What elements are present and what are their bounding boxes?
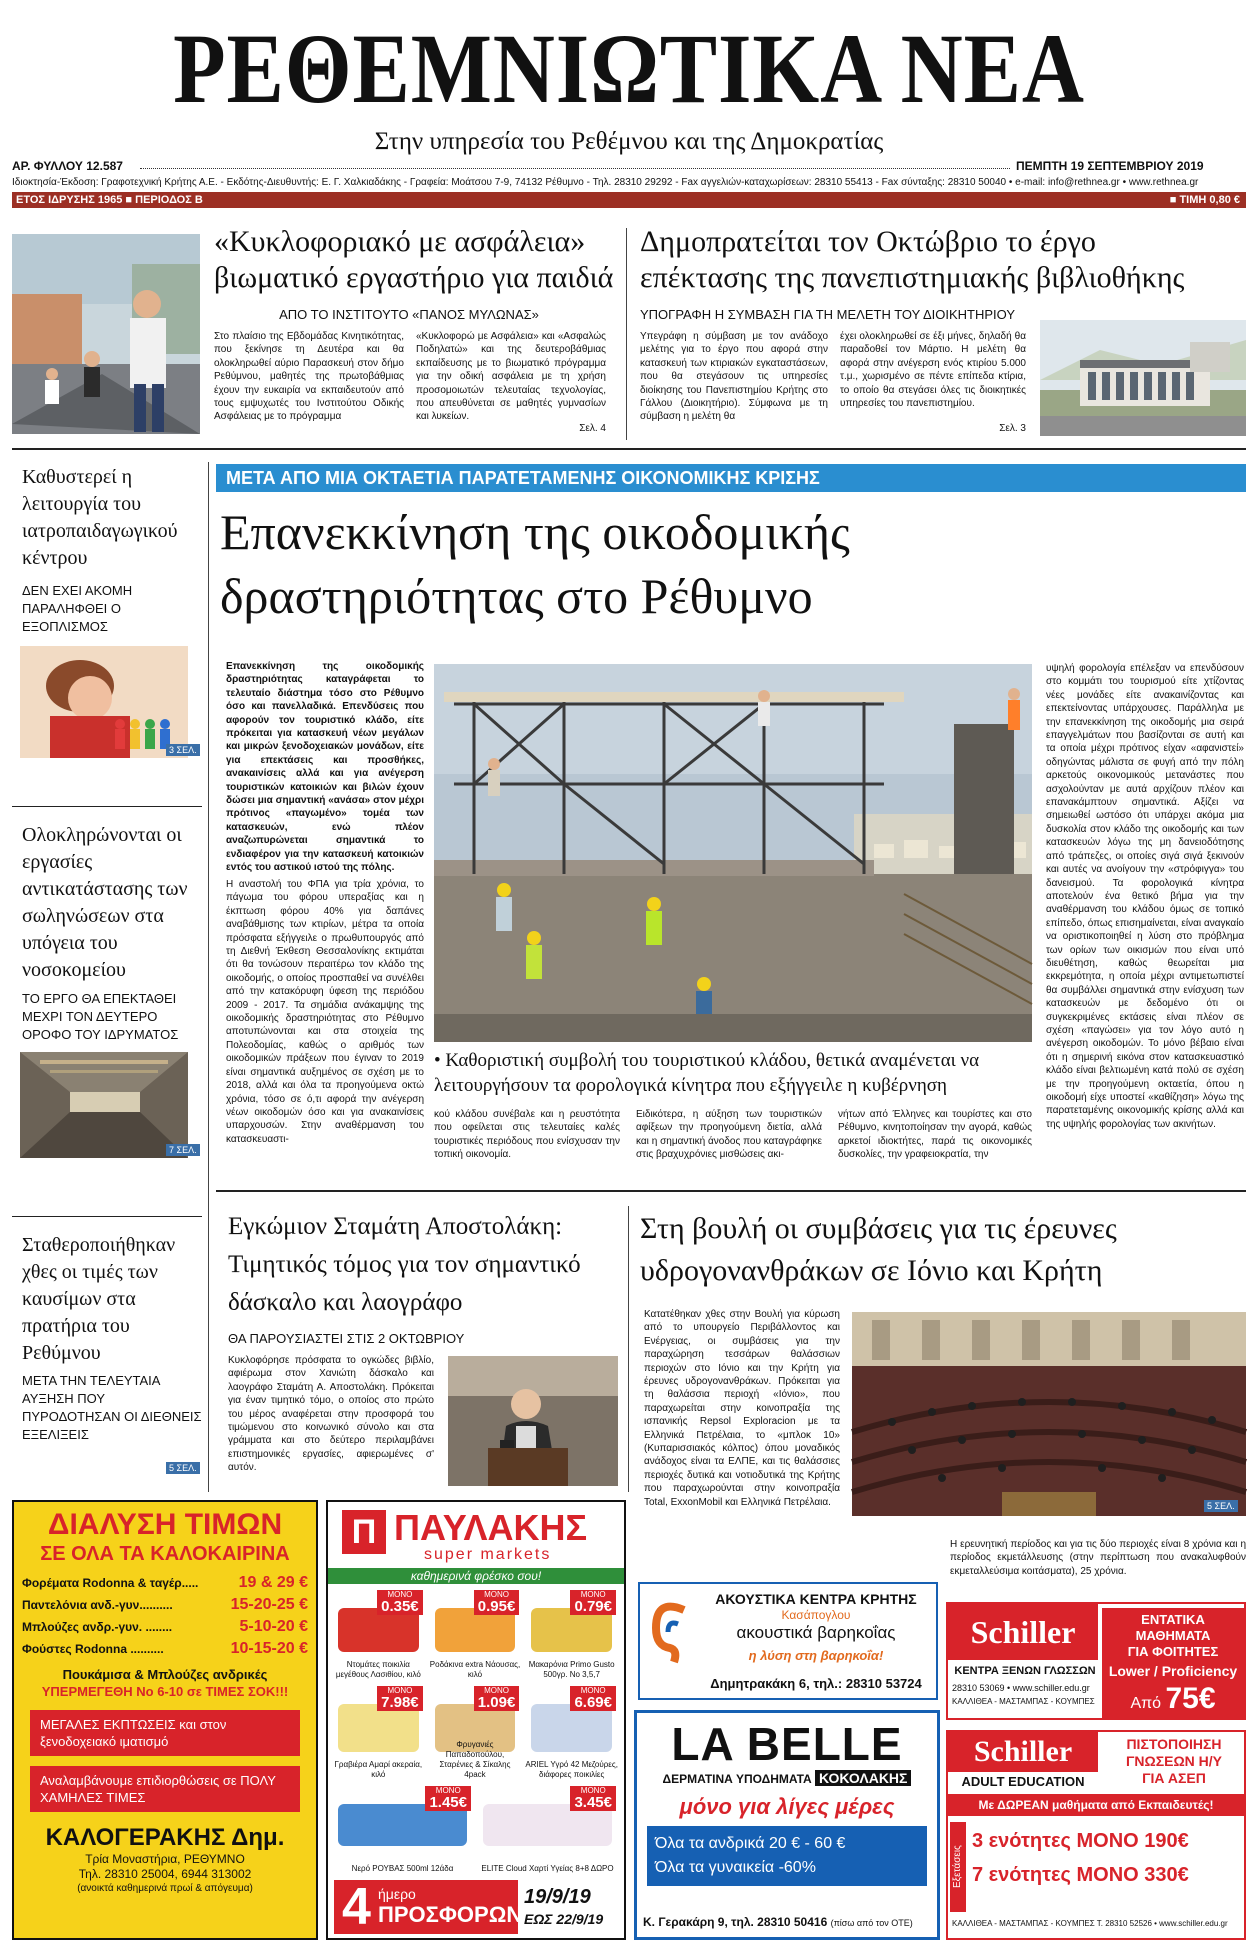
- ad-schiller1-name: Schiller: [948, 1604, 1098, 1660]
- ad-schiller2-h3: ΓΙΑ ΑΣΕΠ: [1142, 1770, 1206, 1786]
- product-price: 1.45€: [429, 1794, 467, 1811]
- story-hydro-page: 5 ΣΕΛ.: [1204, 1500, 1238, 1512]
- photo-hospital-basement: [20, 1052, 188, 1158]
- ad-schiller2-offers: [972, 1824, 1242, 1892]
- story-library-kicker: ΥΠΟΓΡΑΦΗ Η ΣΥΜΒΑΣΗ ΓΙΑ ΤΗ ΜΕΛΕΤΗ ΤΟΥ ΔΙΟΙΚΗΤΗΡΙΟΥ: [640, 307, 1016, 322]
- story-library-col1: Υπεγράφη η σύμβαση με τον ανάδοχο μελέτης για το έργο που αφορά στην κατασκευή των κτιριακών εγκαταστάσεων, που θα στεγάσουν τις υπηρεσίες διοίκησης του Πανεπιστημίου Κρήτης στο Γάλλου (Διοικητήριο). Σύμφωνα με τη σύμβαση η μελέτη θα: [640, 331, 828, 423]
- lead-col4: νήτων από Έλληνες και τουρίστες και στο Ρέθυμνο, κινητοποίησαν την αγορά, καθώς αρκετοί ιδιοκτήτες, παρά τις οικονομικές δυσκολίες, την γραφειοκρατία, την: [838, 1109, 1032, 1161]
- ad-akoustika-owner: Κασάπογλου: [781, 1608, 851, 1622]
- story-apostolakis-kicker: ΘΑ ΠΑΡΟΥΣΙΑΣΤΕΙ ΣΤΙΣ 2 ΟΚΤΩΒΡΙΟΥ: [228, 1331, 465, 1346]
- story-hydro-title: [640, 1208, 1246, 1292]
- ad-kalogerakis-row: [22, 1572, 308, 1594]
- ad-price: 19 & 29 €: [238, 1574, 308, 1591]
- product-label: Φρυγανιές Παπαδοπούλου, Σταρένιες & Σίκαλης 4pack: [439, 1740, 511, 1779]
- lead-title: [220, 500, 1240, 628]
- column-divider: [208, 462, 209, 1492]
- photo-child-playing: [20, 646, 188, 758]
- ad-pavlakis-from: 19/9/19: [524, 1886, 591, 1908]
- ad-labelle-sub: ΔΕΡΜΑΤΙΝΑ ΥΠΟΔΗΜΑΤΑ: [662, 1772, 812, 1786]
- product-image: [338, 1704, 419, 1752]
- story-hydro-body: Κατατέθηκαν χθες στην Βουλή για κύρωση από το υπουργείο Περιβάλλοντος και Ενέργειας, οι συμβάσεις για την παραχώρηση τεσσάρων θαλάσσιων περιοχών στο Ιόνιο και την Κρήτη για έρευνες υδρογονανθράκων. Πρόκειται για τη θαλάσσια περιοχή «Ιόνιο», που παραχωρείται στην κοινοπραξία της ισπανικής Repsol Exploracion με τα Ελληνικά Πετρέλαια, το «μπλοκ 10» (Κυπαρισσιακός κόλπος) όπου μοναδικός ανάδοχος είναι τα ΕΛΠΕ, και τις θαλάσσιες περιοχές δυτικά και νοτιοδυτικά της Κρήτης που παραχωρούνται στην κοινοπραξία Total, ExxonMobil και Ελληνικά Πετρέλαια.: [644, 1309, 840, 1508]
- ad-schiller1-h1: ΕΝΤΑΤΙΚΑ ΜΑΘΗΜΑΤΑ: [1135, 1612, 1211, 1643]
- sidebar-divider: [12, 1216, 202, 1217]
- story-traffic-page: Σελ. 4: [579, 423, 606, 434]
- product-tile: [332, 1588, 425, 1680]
- ad-pavlakis-footer-l1: ήμερο: [378, 1886, 416, 1902]
- story-library-col2: έχει ολοκληρωθεί σε έξι μήνες, δηλαδή θα παραδοθεί τον Μάρτιο. Η μελέτη θα αφορά στην ανέγερση ενός κτιρίου 5.000 τ.μ., χωρισμένο σε πέντε επίπεδα κτίρια, το οποίο θα στεγάσει όλες τις διοικητικές υπηρεσίες του πανεπιστημίου.: [840, 331, 1026, 410]
- sidebar-item-hospital-title: Ολοκληρώνονται οι εργασίες αντικατάστασης των σωληνώσεων στα υπόγεια του νοσοκομείου: [22, 824, 188, 981]
- sidebar-item-iatropaidagogiko-title: Καθυστερεί η λειτουργία του ιατροπαιδαγωγικού κέντρου: [22, 466, 178, 569]
- ad-schiller-courses[interactable]: [946, 1602, 1246, 1730]
- story-traffic-title-l2: βιωματικό εργαστήριο για παιδιά: [214, 261, 614, 294]
- ad-akoustika-slogan: η λύση στη βαρηκοΐα!: [748, 1648, 884, 1663]
- photo-speaker: [448, 1356, 618, 1486]
- column-divider: [628, 1206, 629, 1492]
- ad-pavlakis-days: 4: [342, 1878, 371, 1936]
- product-label: Νερό ΡΟΥΒΑΣ 500ml 12άδα: [351, 1864, 454, 1873]
- ad-item: Παντελόνια ανδ.-γυν..........: [22, 1598, 173, 1612]
- product-mono: ΜΟΝΟ: [484, 1686, 509, 1695]
- ad-schiller2-heading: [1104, 1736, 1244, 1787]
- ad-pavlakis-to: ΕΩΣ 22/9/19: [524, 1911, 604, 1927]
- product-price-tag: [425, 1786, 471, 1811]
- lead-photo-caption: • Καθοριστική συμβολή του τουριστικού κλάδου, θετικά αναμένεται να λειτουργήσουν τα φορολογικά κίνητρα που εξήγγειλε η κυβέρνηση: [434, 1050, 980, 1096]
- product-image: [531, 1704, 612, 1752]
- section-rule: [216, 1190, 1246, 1192]
- issue-price: ■ ΤΙΜΗ 0,80 €: [1169, 194, 1240, 206]
- ad-price: 10-15-20 €: [230, 1640, 308, 1657]
- ad-schiller2-h1: ΠΙΣΤΟΠΟΙΗΣΗ: [1126, 1736, 1222, 1752]
- story-apostolakis-title-l2: Τιμητικός τόμος για τον σημαντικό: [228, 1251, 581, 1278]
- photo-construction-site: [434, 664, 1032, 1042]
- ad-schiller1-h3: Lower / Proficiency: [1108, 1663, 1238, 1679]
- ad-labelle-promo: μόνο για λίγες μέρες: [679, 1794, 895, 1819]
- ad-kalogerakis-tel: Τηλ. 28310 25004, 6944 313002: [78, 1867, 252, 1881]
- product-label: ARIEL Υγρό 42 Μεζούρες, διάφορες ποικιλίες: [525, 1760, 618, 1779]
- story-traffic-title: [214, 224, 614, 296]
- ad-schiller1-price: 75€: [1165, 1682, 1216, 1715]
- ad-pavlakis-footer: [334, 1878, 523, 1936]
- ad-schiller2-name: Schiller: [948, 1732, 1098, 1772]
- ad-labelle-sub-line: [637, 1769, 937, 1788]
- story-library-title-l2: επέκτασης της πανεπιστημιακής βιβλιοθήκης: [640, 261, 1185, 294]
- product-price-tag: [570, 1686, 616, 1711]
- ad-akoustika-title: ΑΚΟΥΣΤΙΚΑ ΚΕΝΤΡΑ ΚΡΗΤΗΣ: [715, 1591, 917, 1607]
- ad-labelle-name: LA BELLE: [671, 1718, 903, 1770]
- lead-banner: ΜΕΤΑ ΑΠΟ ΜΙΑ ΟΚΤΑΕΤΙΑ ΠΑΡΑΤΕΤΑΜΕΝΗΣ ΟΙΚΟΝΟΜΙΚΗΣ ΚΡΙΣΗΣ: [216, 464, 1246, 492]
- product-price-tag: [474, 1686, 520, 1711]
- product-tile: [525, 1684, 618, 1780]
- ad-item: Φορέματα Rodonna & ταγέρ.....: [22, 1576, 199, 1590]
- ad-labelle-address: [643, 1914, 933, 1931]
- sidebar-item-hospital-kicker: ΤΟ ΕΡΓΟ ΘΑ ΕΠΕΚΤΑΘΕΙ ΜΕΧΡΙ ΤΟΝ ΔΕΥΤΕΡΟ ΟΡΟΦΟ ΤΟΥ ΙΔΡΥΜΑΤΟΣ: [22, 991, 179, 1042]
- ad-kalogerakis-promo1: Πουκάμισα & Μπλούζες ανδρικές: [62, 1667, 268, 1682]
- ad-kalogerakis-head2: ΣΕ ΟΛΑ ΤΑ ΚΑΛΟΚΑΙΡΙΝΑ: [40, 1543, 290, 1565]
- product-tile: [429, 1684, 522, 1780]
- ad-kalogerakis-head1: ΔΙΑΛΥΣΗ ΤΙΜΩΝ: [47, 1508, 283, 1541]
- product-label: Ροδάκινα extra Νάουσας, κιλό: [429, 1660, 521, 1679]
- story-apostolakis-title-l3: δάσκαλο και λαογράφο: [228, 1289, 463, 1316]
- ad-kalogerakis-box1: ΜΕΓΑΛΕΣ ΕΚΠΤΩΣΕΙΣ και στον ξενοδοχειακό ιματισμό: [30, 1710, 300, 1756]
- product-tile: [332, 1684, 425, 1780]
- issue-founded: ΕΤΟΣ ΙΔΡΥΣΗΣ 1965 ■ ΠΕΡΙΟΔΟΣ Β: [16, 194, 203, 206]
- product-tile: [477, 1784, 618, 1874]
- product-price: 3.45€: [574, 1794, 612, 1811]
- sidebar-item-fuel-title: Σταθεροποιήθηκαν χθες οι τιμές των καυσίμων στα πρατήρια του Ρεθύμνου: [22, 1234, 176, 1364]
- story-traffic-col2: «Κυκλοφορώ με Ασφάλεια» και «Ασφαλώς Ποδηλατώ» και της δευτεροβάθμιας εκπαίδευσης με το βιωματικό πρόγραμμα για την οδική ασφάλεια με τη χρήση προσομοιωτών τελευταίας τεχνολογίας, που απευθύνεται σε μαθητές γυμνασίων και λυκείων.: [416, 331, 606, 423]
- lead-col2: κού κλάδου συνέβαλε και η ρευστότητα που οφείλεται στις τελευταίες καλές τουριστικές περιόδους που ενίσχυσαν την τοπική οικονομία.: [434, 1109, 620, 1161]
- product-label: Ντομάτες ποικιλία μεγέθους Λασιθίου, κιλό: [335, 1660, 421, 1679]
- ad-kalogerakis-row: [22, 1594, 308, 1616]
- product-tile: [525, 1588, 618, 1680]
- masthead-title: ΡΕΘΕΜΝΙΩΤΙΚΑ ΝΕΑ: [173, 13, 1085, 124]
- ad-schiller1-price-line: [1102, 1682, 1244, 1721]
- product-mono: ΜΟΝΟ: [580, 1686, 606, 1695]
- sidebar-item-iatropaidagogiko-kicker: ΔΕΝ ΕΧΕΙ ΑΚΟΜΗ ΠΑΡΑΛΗΦΘΕΙ Ο ΕΞΟΠΛΙΣΜΟΣ: [22, 583, 133, 634]
- issue-credits: Ιδιοκτησία-Έκδοση: Γραφοτεχνική Κρήτης Α.Ε. - Εκδότης-Διευθυντής: Ε. Γ. Χαλκιαδάκης - Γραφεία: Μοάτσου 7-9, 74132 Ρέθυμνο - Τηλ. 28310 29292 - Fax αγγελιών-καταχωρίσεων: 28310 55413 - Fax σύνταξης: 28310 50040 • e-mail: info@rethnea.gr • www.rethnea.gr: [12, 177, 1199, 188]
- product-price-tag: [474, 1590, 520, 1615]
- ad-schiller1-offer: [1102, 1608, 1244, 1730]
- ad-pavlakis-slogan: καθημερινά φρέσκο σου!: [328, 1568, 624, 1584]
- ad-labelle[interactable]: [634, 1710, 940, 1940]
- photo-kids-traffic: [12, 234, 200, 434]
- ad-schiller1-sub: ΚΕΝΤΡΑ ΞΕΝΩΝ ΓΛΩΣΣΩΝ: [954, 1665, 1096, 1677]
- story-traffic-col1: Στο πλαίσιο της Εβδομάδας Κινητικότητας, που ξεκίνησε τη Δευτέρα και θα ολοκληρωθεί αύριο Παρασκευή στον δήμο Ρεθύμνου, μαθητές της πρωτοβάθμιας έχουν την ευκαιρία να εκπαιδευτούν από τους εμψυχωτές του Ινστιτούτου Οδικής Ασφάλειας με το πρόγραμμα: [214, 331, 404, 423]
- sidebar-item-iatropaidagogiko-page: 3 ΣΕΛ.: [166, 744, 200, 756]
- ad-akoustika[interactable]: [638, 1582, 938, 1700]
- photo-parliament: [852, 1312, 1246, 1516]
- product-mono: ΜΟΝΟ: [580, 1786, 606, 1795]
- ad-schiller2-line2: 7 ενότητες ΜΟΝΟ 330€: [972, 1864, 1189, 1886]
- sidebar-item-fuel-kicker: ΜΕΤΑ ΤΗΝ ΤΕΛΕΥΤΑΙΑ ΑΥΞΗΣΗ ΠΟΥ ΠΥΡΟΔΟΤΗΣΑΝ ΟΙ ΔΙΕΘΝΕΙΣ ΕΞΕΛΙΞΕΙΣ: [22, 1373, 202, 1442]
- story-apostolakis-title-l1: Εγκώμιον Σταμάτη Αποστολάκη:: [228, 1213, 563, 1240]
- ad-labelle-line1: Όλα τα ανδρικά 20 € - 60 €: [655, 1835, 846, 1852]
- ad-labelle-addr-note: (πίσω από τον ΟΤΕ): [830, 1918, 913, 1928]
- product-tile: [332, 1784, 473, 1874]
- product-price: 1.09€: [477, 1694, 516, 1711]
- ad-pavlakis[interactable]: [326, 1500, 626, 1940]
- masthead-motto: Στην υπηρεσία του Ρεθέμνου και της Δημοκρατίας: [374, 128, 884, 155]
- ad-item: Μπλούζες ανδρ.-γυν. ........: [22, 1620, 173, 1634]
- ad-kalogerakis-promo2: ΥΠΕΡΜΕΓΕΘΗ Νο 6-10 σε ΤΙΜΕΣ ΣΟΚ!!!: [41, 1684, 289, 1699]
- story-hydro-title-l1: Στη βουλή οι συμβάσεις για τις έρευνες: [640, 1212, 1117, 1245]
- ad-schiller1-note: Για εγγραφές έως 20 Σεπτεμβρίου: [1112, 1721, 1234, 1730]
- product-price: 0.95€: [477, 1598, 516, 1615]
- product-mono: ΜΟΝΟ: [387, 1590, 413, 1599]
- product-price-tag: [570, 1786, 616, 1811]
- ad-item: Φούστες Rodonna ..........: [22, 1642, 164, 1656]
- ad-akoustika-sub: ακουστικά βαρηκοΐας: [736, 1623, 896, 1642]
- ad-kalogerakis[interactable]: [12, 1500, 318, 1940]
- lead-title-l2: δραστηριότητας στο Ρέθυμνο: [220, 568, 813, 624]
- ad-kalogerakis-row: [22, 1616, 308, 1638]
- product-price: 7.98€: [381, 1694, 419, 1711]
- ad-pavlakis-products: [332, 1588, 622, 1878]
- product-mono: ΜΟΝΟ: [387, 1686, 413, 1695]
- ad-labelle-brand: ΚΟΚΟΛΑΚΗΣ: [815, 1770, 911, 1786]
- lead-title-l1: Επανεκκίνηση της οικοδομικής: [220, 504, 850, 560]
- issue-bar: [12, 192, 1246, 208]
- ad-pavlakis-name: ΠΑΥΛΑΚΗΣ: [394, 1507, 588, 1548]
- ad-schiller2-promo: Με ΔΩΡΕΑΝ μαθήματα από Εκπαιδευτές!: [948, 1794, 1244, 1816]
- ad-kalogerakis-addr: Τρία Μοναστήρια, ΡΕΘΥΜΝΟ: [85, 1852, 245, 1866]
- ad-schiller1-from: Από: [1130, 1695, 1162, 1712]
- ad-akoustika-addr: Δημητρακάκη 6, τηλ.: 28310 53724: [710, 1676, 922, 1691]
- ad-pavlakis-footer-l2: ΠΡΟΣΦΟΡΩΝ: [378, 1902, 523, 1927]
- story-apostolakis-body: Κυκλοφόρησε πρόσφατα το ογκώδες βιβλίο, αφιέρωμα στον Χανιώτη δάσκαλο και λαογράφο Σταμάτη Α. Αποστολάκη. Πρόκειται για έναν τιμητικό τόμο, ο οποίος στο πρώτο του μέρος αναφέρεται στην προσφορά του τιμώμενου στο κοινωνικό σύνολο και στα γράμματα και στο δεύτερο περιλαμβάνει επιστημονικές εργασίες, αφιερωμένες σ' αυτόν.: [228, 1355, 434, 1474]
- story-hydro-title-l2: υδρογονανθράκων σε Ιόνιο και Κρήτη: [640, 1254, 1103, 1287]
- ad-kalogerakis-hours: (ανοικτά καθημερινά πρωί & απόγευμα): [77, 1883, 253, 1894]
- story-traffic-kicker: ΑΠΟ ΤΟ ΙΝΣΤΙΤΟΥΤΟ «ΠΑΝΟΣ ΜΥΛΩΝΑΣ»: [279, 307, 539, 322]
- ad-schiller2-sub: ADULT EDUCATION: [961, 1774, 1085, 1789]
- ad-schiller2-line1: 3 ενότητες ΜΟΝΟ 190€: [972, 1830, 1189, 1852]
- product-price-tag: [377, 1686, 423, 1711]
- product-mono: ΜΟΝΟ: [435, 1786, 461, 1795]
- ad-schiller2-foot: ΚΑΛΛΙΘΕΑ - ΜΑΣΤΑΜΠΑΣ - ΚΟΥΜΠΕΣ Τ. 28310 52526 • www.schiller.edu.gr: [952, 1919, 1228, 1928]
- product-label: Μακαρόνια Primo Gusto 500γρ. Νο 3,5,7: [528, 1660, 615, 1679]
- ad-kalogerakis-row: [22, 1638, 308, 1660]
- product-mono: ΜΟΝΟ: [484, 1590, 509, 1599]
- divider: [140, 168, 1010, 169]
- section-rule: [12, 448, 1246, 450]
- product-price-tag: [570, 1590, 616, 1615]
- story-library-page: Σελ. 3: [999, 423, 1026, 434]
- sidebar-item-hospital-page: 7 ΣΕΛ.: [166, 1144, 200, 1156]
- ad-schiller1-h2: ΓΙΑ ΦΟΙΤΗΤΕΣ: [1127, 1644, 1219, 1659]
- ad-schiller2-h2: ΓΝΩΣΕΩΝ Η/Υ: [1125, 1753, 1223, 1769]
- ad-schiller1-area: ΚΑΛΛΙΘΕΑ - ΜΑΣΤΑΜΠΑΣ - ΚΟΥΜΠΕΣ: [952, 1697, 1095, 1706]
- ad-price: 15-20-25 €: [230, 1596, 308, 1613]
- ad-price: 5-10-20 €: [239, 1618, 308, 1635]
- product-price: 0.35€: [381, 1598, 419, 1615]
- story-traffic-title-l1: «Κυκλοφοριακό με ασφάλεια»: [214, 225, 586, 258]
- ad-kalogerakis-pricelist: [22, 1572, 308, 1660]
- ad-labelle-addr: Κ. Γερακάρη 9, τηλ. 28310 50416: [643, 1915, 828, 1929]
- ad-kalogerakis-box2: Αναλαμβάνουμε επιδιορθώσεις σε ΠΟΛΥ ΧΑΜΗΛΕΣ ΤΙΜΕΣ: [30, 1766, 300, 1812]
- ad-kalogerakis-name: ΚΑΛΟΓΕΡΑΚΗΣ Δημ.: [45, 1824, 285, 1851]
- column-divider: [626, 228, 627, 440]
- ad-labelle-offers: [647, 1826, 927, 1886]
- sidebar-divider: [12, 806, 202, 807]
- story-apostolakis-title: [228, 1208, 638, 1322]
- product-label: ELITE Cloud Χαρτί Υγείας 8+8 ΔΩΡΟ: [481, 1864, 614, 1873]
- story-library-title: [640, 224, 1250, 296]
- ad-labelle-line2: Όλα τα γυναικεία -60%: [655, 1859, 816, 1876]
- photo-library-render: [1040, 320, 1246, 436]
- product-mono: ΜΟΝΟ: [580, 1590, 606, 1599]
- ad-schiller-adult[interactable]: [946, 1730, 1246, 1940]
- issue-number: ΑΡ. ΦΥΛΛΟΥ 12.587: [12, 159, 123, 173]
- product-price: 0.79€: [574, 1598, 612, 1615]
- ad-schiller2-side: Εξετάσεις: [950, 1822, 966, 1912]
- ad-pavlakis-sub: super markets: [424, 1546, 552, 1563]
- lead-intro: Επανεκκίνηση της οικοδομικής δραστηριότητας καταγράφεται το τελευταίο διάστημα τόσο στο Ρέθυμνο όσο και πανελλαδικά. Επενδύσεις που αφορούν τον τουριστικό κλάδο, είτε πρόκειται για κατασκευή νέων μεγάλων και μικρών ξενοδοχειακών μονάδων, είτε για επεκτάσεις και προσθήκες, ανακαινίσεις αλλά και για ανέγερση τουριστικών κατοικιών και βιλών έχουν δώσει μια σημαντική «ανάσα» στον μέχρι πρότινος «παγωμένο» τομέα των κατασκευών, ενώ πλέον αναζωπυρώνεται σημαντικά το ενδιαφέρον για την κατασκευή κατοικιών εντός του αστικού ιστού της πόλης.: [226, 661, 424, 874]
- lead-col3: Ειδικότερα, η αύξηση των τουριστικών αφίξεων την προηγούμενη διετία, αλλά και η σημαντική άνοδος που καταγράφηκε στις βραχυχρόνιες μισθώσεις ακι-: [636, 1109, 822, 1161]
- product-price-tag: [377, 1590, 423, 1615]
- story-library-title-l1: Δημοπρατείται τον Οκτώβριο το έργο: [640, 225, 1096, 258]
- product-price: 6.69€: [574, 1694, 612, 1711]
- lead-col1: Η αναστολή του ΦΠΑ για τρία χρόνια, το πάγωμα του φόρου υπεραξίας και η έκπτωση φόρου 40% για δαπάνες αναβάθμισης των κτιρίων, μέτρα τα οποία πρόσφατα εξήγγειλε ο πρωθυπουργός από τη Διεθνή Έκθεση Θεσσαλονίκης εκτιμάται ότι θα τονώσουν περαιτέρω τον κλάδο της οικοδομής, ο οποίος προσπαθεί να συνέλθει από την κατακόρυφη ύφεση της περιόδου 2009 - 2017. Τα σημάδια ανάκαμψης της οικοδομικής δραστηριότητας στο Ρέθυμνο αποτυπώνονται και στα στοιχεία της Πολεοδομίας, καθώς ο αριθμός των οικοδομικών πράξεων που έγιναν το 2019 είναι σημαντικά αυξημένος σε σχέση με το 2018, αλλά και όλα τα προηγούμενα οκτώ χρόνια, τόσο σε ό,τι αφορά την ανέγερση νέων οικοδομών όσο και για ανακαινίσεις υπαρχουσών. Στην αναθέρμανση του κατασκευαστι-: [226, 879, 424, 1145]
- product-label: Γραβιέρα Αμαρί ακεραία, κιλό: [334, 1760, 423, 1779]
- ear-icon: [648, 1598, 694, 1668]
- pavlakis-logo-icon: Π: [342, 1510, 386, 1554]
- product-tile: [429, 1588, 522, 1680]
- sidebar-item-fuel-page: 5 ΣΕΛ.: [166, 1462, 200, 1474]
- ad-schiller1-tel: 28310 53069 • www.schiller.edu.gr: [952, 1683, 1090, 1693]
- issue-date: ΠΕΜΠΤΗ 19 ΣΕΠΤΕΜΒΡΙΟΥ 2019: [1016, 159, 1204, 173]
- story-hydro-tail: Η ερευνητική περίοδος και για τις δύο περιοχές είναι 8 χρόνια και η περίοδος εκμετάλλευσης (στην περίπτωση που ανακαλυφθούν εκμεταλλεύσιμα κοιτάσματα), 25 χρόνια.: [950, 1539, 1246, 1577]
- lead-col5: υψηλή φορολογία επέλεξαν να επενδύσουν στο κομμάτι του τουρισμού είτε χτίζοντας νέες μονάδες είτε ανακαινίζοντας και επεκτείνοντας υπάρχουσες. Παράλληλα με την επανεκκίνηση της οικοδομής μια σειρά επαγγελμάτων που βασίζονται σε αυτή και τα οποία μέχρι πρότινος είχαν «αφανιστεί» οδηγώντας μάλιστα σε φυγή από την πόλη αρκετούς οικονομικούς μετανάστες που ασχολούνταν με αυτά αρχίζουν πλέον και επανακάμπτουν σημαντικά. Αξίζει να σημειωθεί ωστόσο ότι υπάρχει ακόμα μια δυσκολία στον κλάδο της οικοδομής και των κατασκευών λόγω της μη δανειοδότησης από τράπεζες, οι οποίες σιγά σιγά ξεκινούν και αυτές να ανοίγουν την «στρόφιγγα» του δανεισμού. Τα φορολογικά κίνητρα αποτελούν ένα θετικό βήμα για την αναθέρμανση του κλάδου όμως σε τοπικό επίπεδο, όπως επισημαίνεται, είναι αναγκαίο να οριστικοποιηθεί η λύση στο πρόβλημα των ορίων των οικισμών που είναι υπό διευθέτηση, καθώς θεωρείται μια εκκρεμότητα, η οποία μέχρι αντιμετωπιστεί θα συμβάλλει σημαντικά στην ενίσχυση των κατασκευών με δεδομένο ότι οι συγκεκριμένες εκτάσεις είναι πλέον σε σχέση «παγώσει» για τον λόγο αυτό η ανέγερση οικοδομών. Το μόνο βέβαιο είναι ότι η σημερινή εικόνα στον κατασκευαστικό κλάδο είναι βελτιωμένη κατά πολύ σε σχέση με την προηγούμενη οκταετία, όπου η οικοδομή είχε υποστεί «καθίζηση» λόγω της παρατεταμένης οικονομικής κρίσης αλλά και της υψηλής φορολογίας των ακινήτων.: [1046, 663, 1244, 1130]
